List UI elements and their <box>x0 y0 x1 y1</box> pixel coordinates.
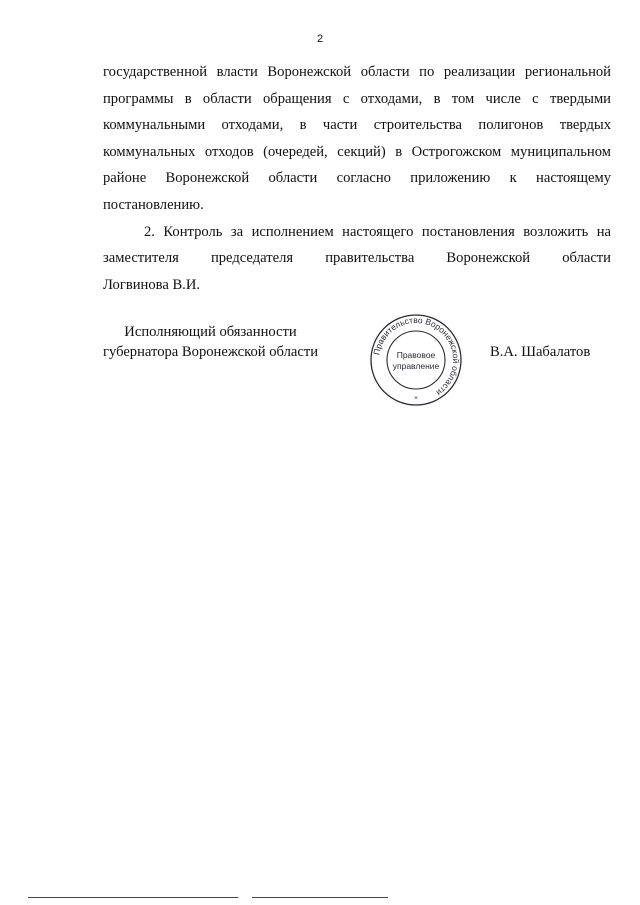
paragraph-2-line: 2. Контроль за исполнением настоящего постановления возложить на <box>144 223 611 240</box>
paragraph-1-line: программы в области обращения с отходами, в том числе с твердыми <box>103 90 611 107</box>
paragraph-1-line: постановлению. <box>103 196 204 213</box>
stamp-center-line1: Правовое <box>396 350 436 360</box>
stamp-center-line2: управление <box>392 361 440 371</box>
stamp-inner-ring <box>387 331 445 389</box>
footer-rule <box>28 897 238 898</box>
paragraph-1-line: коммунальными отходами, в части строительства полигонов твердых <box>103 117 611 134</box>
footer-rule <box>252 897 388 898</box>
paragraph-2-line: заместителя председателя правительства Воронежской области <box>103 250 611 267</box>
page-number: 2 <box>316 33 324 45</box>
signatory-name: В.А. Шабалатов <box>490 344 591 360</box>
signatory-title-line2: губернатора Воронежской области <box>103 344 319 360</box>
paragraph-1-line: коммунальных отходов (очередей, секций) в Острогожском муниципальном <box>103 143 611 160</box>
signatory-title-line1: Исполняющий обязанности <box>124 324 297 340</box>
paragraph-1-line: районе Воронежской области согласно приложению к настоящему <box>103 170 611 187</box>
signatory-title <box>103 322 318 362</box>
stamp-star-icon: * <box>414 395 418 403</box>
document-body <box>103 59 611 298</box>
paragraph-1-line: государственной власти Воронежской области по реализации региональной <box>103 64 611 80</box>
official-stamp <box>368 313 464 407</box>
stamp-ring-label: Правительство Воронежской области <box>371 314 462 398</box>
paragraph-2-line: Логвинова В.И. <box>103 276 201 293</box>
